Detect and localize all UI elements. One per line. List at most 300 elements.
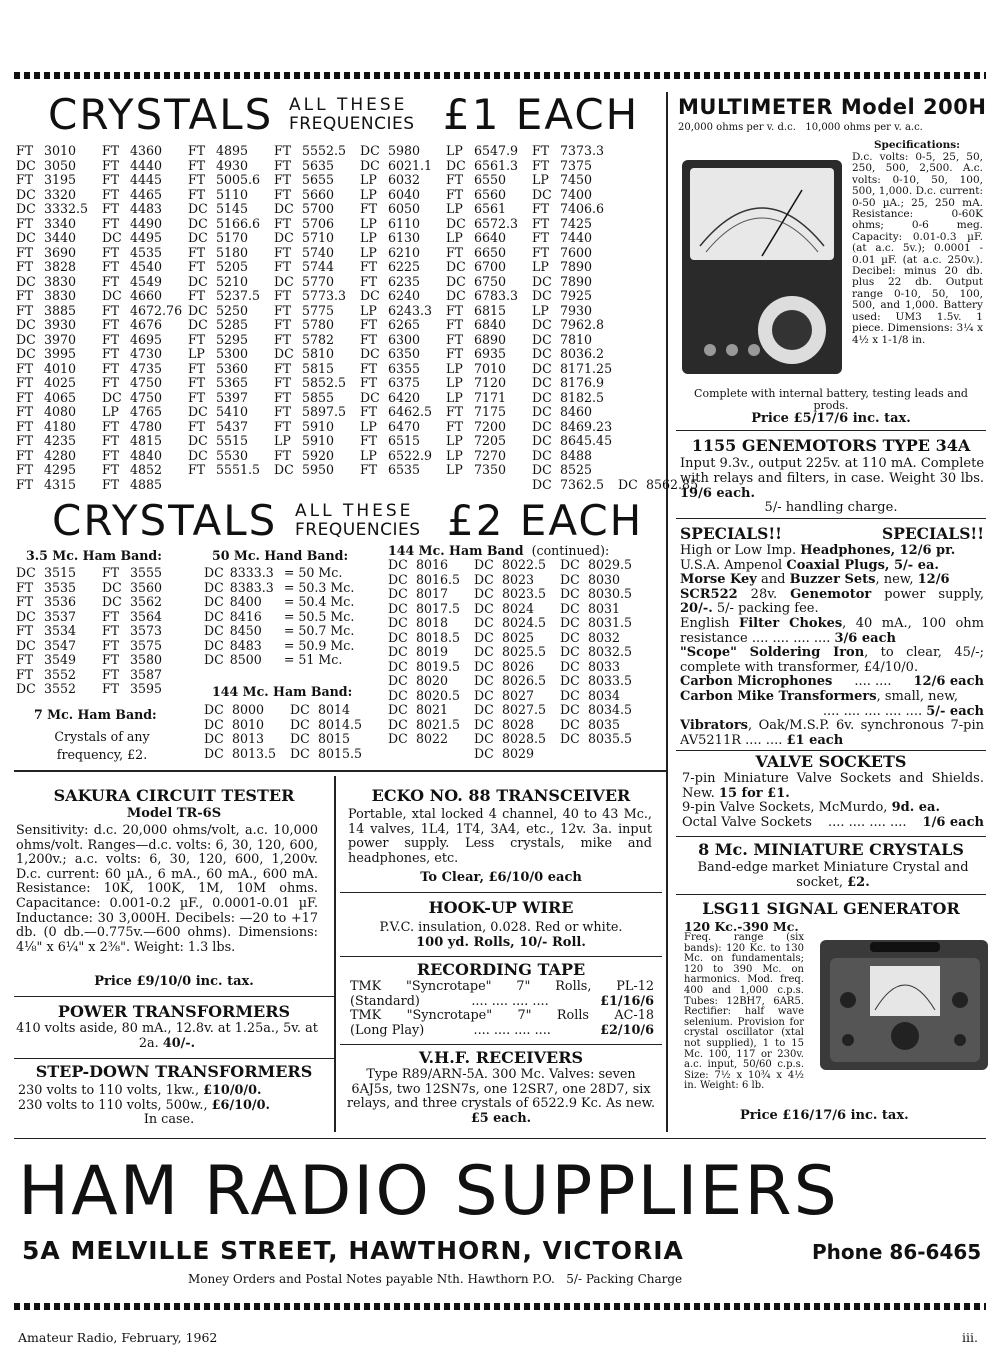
- valve-7pin: 7-pin Miniature Valve Sockets and Shields. New.: [682, 771, 984, 801]
- band144b-frequency: 8030: [588, 571, 621, 587]
- crystal1-row: [16, 391, 704, 406]
- morse-price: 12/6: [917, 572, 950, 588]
- crystal1-type: FT: [16, 302, 34, 318]
- crystal1-frequency: 7890: [560, 273, 593, 289]
- crystal1-frequency: 7200: [474, 418, 507, 434]
- band144b-type: DC: [474, 658, 494, 674]
- specials-mics: Carbon Microphones .... .... 12/6 each: [680, 674, 984, 690]
- crystal1-frequency: 6350: [388, 346, 421, 361]
- band144b-row: [388, 631, 646, 646]
- sakura-price: Price £9/10/0 inc. tax.: [94, 974, 254, 989]
- crystal1-row: [16, 347, 704, 362]
- crystal1-type: FT: [188, 462, 206, 477]
- crystal1-frequency: 4483: [130, 201, 163, 216]
- crystal1-type: FT: [16, 404, 34, 419]
- crystal1-frequency: 6240: [388, 288, 421, 303]
- headphones-price: Headphones, 12/6 pr.: [800, 543, 956, 558]
- tape-standard: (Standard): [350, 993, 420, 1009]
- band35-type: DC: [16, 608, 36, 624]
- band35-type: FT: [102, 608, 120, 624]
- crystal1-frequency: 5706: [302, 215, 335, 231]
- band35-frequency: 3562: [130, 594, 163, 609]
- crystal1-type: FT: [102, 143, 120, 158]
- crystal1-frequency: 5855: [302, 389, 335, 405]
- crystal1-frequency: 7440: [560, 230, 593, 245]
- band144b-type: DC: [474, 600, 494, 616]
- crystal1-frequency: 5205: [216, 259, 249, 274]
- crystal1-type: FT: [16, 476, 34, 492]
- crystal1-type: DC: [532, 447, 552, 463]
- crystals-2-sub2: FREQUENCIES: [295, 520, 421, 540]
- stepdown-case: In case.: [143, 1112, 195, 1128]
- coax-desc: U.S.A. Ampenol: [680, 557, 787, 573]
- crystal1-type: FT: [188, 143, 206, 158]
- band144b-frequency: 8017: [416, 586, 449, 601]
- crystal1-type: FT: [360, 259, 378, 274]
- crystal1-type: FT: [16, 172, 34, 187]
- crystal1-frequency: 7450: [560, 172, 593, 187]
- crystal1-frequency: 4535: [130, 244, 163, 260]
- band50-equivalent: = 50.9 Mc.: [283, 637, 355, 653]
- crystal1-frequency: 6560: [474, 186, 507, 202]
- crystal1-frequency: 6032: [388, 172, 421, 187]
- crystal1-type: FT: [102, 244, 120, 260]
- band35-frequency: 3515: [44, 565, 77, 580]
- crystal1-frequency: 7171: [474, 389, 507, 405]
- vhf-price: £5 each.: [470, 1110, 532, 1126]
- payment-note: Money Orders and Postal Notes payable Nth. Hawthorn P.O. 5/- Packing Charge: [188, 1272, 683, 1286]
- crystal1-frequency: 7120: [474, 375, 507, 390]
- crystal1-row: [16, 231, 704, 246]
- genemotors-price: 19/6 each.: [680, 486, 755, 501]
- band144b-type: DC: [474, 557, 494, 572]
- crystals-2-subhead: [295, 502, 421, 540]
- crystals-1-sub1: ALL THESE: [289, 95, 408, 115]
- crystal1-type: LP: [360, 244, 377, 260]
- crystal1-type: DC: [360, 288, 380, 303]
- crystal1-frequency: 6815: [474, 302, 507, 318]
- crystal1-row: [16, 159, 704, 174]
- crystal1-type: FT: [188, 157, 206, 173]
- crystal1-frequency: 5740: [302, 244, 335, 260]
- crystal1-type: [446, 478, 474, 493]
- crystal1-frequency: 6783.3: [474, 288, 519, 303]
- crystal1-type: DC: [274, 230, 294, 245]
- crystal1-type: FT: [102, 317, 120, 332]
- tape-title: RECORDING TAPE: [416, 960, 586, 979]
- crystal1-frequency: 5775: [302, 302, 335, 318]
- power-desc: 410 volts aside, 80 mA., 12.8v. at 1.25a., 5v. at 2a.: [16, 1021, 318, 1051]
- specials-morse: [680, 573, 984, 588]
- buzzer-sets: Buzzer Sets: [789, 572, 876, 588]
- band50-row: [204, 653, 360, 668]
- crystal1-type: FT: [188, 288, 206, 303]
- crystal1-frequency: 5852.5: [302, 375, 347, 390]
- band144b-row: [388, 602, 646, 617]
- crystal1-type: DC: [274, 346, 294, 361]
- crystals-2-price: £2 EACH: [447, 496, 644, 545]
- band144b-frequency: 8021.5: [416, 716, 461, 732]
- crystal1-type: LP: [446, 143, 463, 158]
- band144b-frequency: 8031.5: [588, 615, 633, 630]
- band144b-frequency: 8027.5: [502, 702, 547, 717]
- band144b-frequency: 8023.5: [502, 586, 547, 601]
- crystal1-type: LP: [446, 447, 463, 463]
- band35-frequency: 3587: [130, 666, 163, 682]
- crystal1-type: FT: [16, 447, 34, 463]
- crystal1-type: DC: [274, 201, 294, 216]
- crystal1-frequency: 6515: [388, 433, 421, 448]
- crystal1-frequency: 5237.5: [216, 288, 261, 303]
- crystal1-frequency: 3885: [44, 302, 77, 318]
- crystal1-type: LP: [188, 346, 205, 361]
- crystal1-type: LP: [360, 230, 377, 245]
- band144b-type: DC: [388, 629, 408, 645]
- crystal1-frequency: 6522.9: [388, 447, 433, 463]
- crystal1-frequency: 4295: [44, 462, 77, 477]
- crystal1-frequency: [388, 478, 446, 493]
- signal-generator-illustration: [820, 940, 988, 1070]
- band50-type: DC: [204, 579, 224, 595]
- crystal1-frequency: 3970: [44, 331, 77, 347]
- band144b-row: [388, 616, 646, 631]
- band35-frequency: 3560: [130, 579, 163, 595]
- band144b-type: DC: [560, 557, 580, 572]
- band-144a-table: [204, 703, 376, 761]
- crystal1-type: FT: [274, 447, 292, 463]
- crystal1-frequency: 6547.9: [474, 143, 519, 158]
- sakura-model: Model TR-6S: [126, 806, 222, 821]
- crystal1-frequency: 6890: [474, 331, 507, 347]
- crystal1-frequency: 7890: [560, 259, 593, 274]
- crystal1-frequency: 3930: [44, 317, 77, 332]
- genemotors-title: 1155 GENEMOTORS TYPE 34A: [691, 436, 971, 455]
- crystal1-frequency: 6572.3: [474, 215, 519, 231]
- band35-row: [16, 581, 188, 596]
- band50-equivalent: = 50.5 Mc.: [283, 608, 355, 624]
- band144b-row: [388, 645, 646, 660]
- crystal1-type: DC: [102, 230, 122, 245]
- crystal1-frequency: 4540: [130, 259, 163, 274]
- scr522-ps: power supply,: [871, 586, 984, 602]
- band144b-frequency: 8018: [416, 615, 449, 630]
- band50-row: [204, 581, 360, 596]
- band-50-table: [204, 566, 360, 668]
- valve-9pin-price: 9d. ea.: [891, 800, 940, 816]
- band144b-frequency: 8031: [588, 600, 621, 616]
- bottom-dashed-border: [14, 1303, 986, 1310]
- band35-type: DC: [16, 565, 36, 580]
- band144a-frequency: 8015: [318, 731, 351, 746]
- crystal1-frequency: 5285: [216, 317, 249, 332]
- scr522-fee: 5/- packing fee.: [712, 601, 819, 617]
- journal-footer: Amateur Radio, February, 1962: [18, 1330, 218, 1345]
- crystal1-frequency: 6265: [388, 317, 421, 332]
- specials-mike-tr-price-row: .... .... .... .... .... 5/- each: [822, 703, 984, 719]
- band-35-table: [16, 566, 188, 697]
- band50-type: DC: [204, 652, 224, 667]
- crystal1-type: DC: [16, 201, 36, 216]
- crystal1-type: FT: [102, 172, 120, 187]
- crystal1-frequency: [474, 478, 532, 493]
- crystal1-frequency: 5365: [216, 375, 249, 390]
- specials-heading: [680, 524, 984, 544]
- crystal1-frequency: 4750: [130, 389, 163, 405]
- vhf-desc: Type R89/ARN-5A. 300 Mc. Valves: seven 6AJ5s, two 12SN7s, one 12SR7, one 28D7, six relays, and three crystals of 6522.9 Kc. As new.: [346, 1067, 656, 1112]
- crystal1-frequency: 7810: [560, 331, 593, 347]
- crystal1-row: [16, 376, 704, 391]
- crystal1-frequency: 5210: [216, 273, 249, 289]
- crystal1-frequency: [302, 478, 360, 493]
- band35-row: [16, 682, 188, 697]
- band144b-frequency: 8033.5: [588, 673, 633, 688]
- crystal1-type: FT: [16, 143, 34, 158]
- band50-frequency: 8333.3: [229, 565, 274, 580]
- band35-frequency: 3552: [44, 681, 77, 696]
- crystal1-row: [16, 246, 704, 261]
- crystal1-row: [16, 318, 704, 333]
- band144b-frequency: 8025: [502, 629, 535, 645]
- band144b-frequency: 8016.5: [416, 571, 461, 587]
- band144b-frequency: 8026: [502, 658, 535, 674]
- band144b-frequency: 8027: [502, 687, 535, 703]
- crystal1-frequency: 6040: [388, 186, 421, 202]
- crystal1-type: FT: [102, 462, 120, 477]
- specials-iron: [680, 646, 984, 675]
- band144a-row: [204, 732, 376, 747]
- crystal1-frequency: 5110: [216, 186, 249, 202]
- band35-row: [16, 639, 188, 654]
- band144b-frequency: 8024: [502, 600, 535, 616]
- band144b-frequency: 8028.5: [502, 731, 547, 746]
- multimeter-photo: [682, 160, 842, 374]
- band144b-row: [388, 703, 646, 718]
- band144b-type: DC: [560, 658, 580, 674]
- band144b-type: DC: [388, 731, 408, 746]
- band144b-row: [388, 718, 646, 733]
- crystal1-frequency: 3830: [44, 288, 77, 303]
- crystal1-type: FT: [360, 375, 378, 390]
- crystal1-frequency: 5744: [302, 259, 335, 274]
- crystal1-frequency: 7205: [474, 433, 507, 448]
- band144a-row: [204, 718, 376, 733]
- chokes-desc: , 40 mA., 100 ohm resistance: [680, 615, 984, 646]
- crystal1-frequency: 7400: [560, 186, 593, 202]
- sakura-title: SAKURA CIRCUIT TESTER: [53, 786, 295, 805]
- band144b-row: [388, 674, 646, 689]
- band144b-type: DC: [560, 731, 580, 746]
- crystal1-frequency: 4440: [130, 157, 163, 173]
- band35-row: [16, 610, 188, 625]
- crystal1-frequency: 4315: [44, 476, 77, 492]
- specials-scr522: [680, 588, 984, 617]
- crystal1-frequency: 6462.5: [388, 404, 433, 419]
- crystal1-frequency: 4895: [216, 143, 249, 158]
- crystal1-type: DC: [188, 201, 208, 216]
- crystal1-frequency: 6021.1: [388, 157, 433, 173]
- crystal1-frequency: 7925: [560, 288, 593, 303]
- band144b-type: DC: [388, 586, 408, 601]
- crystal1-type: DC: [532, 476, 552, 492]
- rule-ecko: [340, 892, 662, 893]
- crystal1-row: [16, 202, 704, 217]
- crystal1-type: FT: [360, 201, 378, 216]
- crystal1-row: [16, 420, 704, 435]
- crystal1-type: LP: [360, 186, 377, 202]
- crystal1-type: DC: [188, 215, 208, 231]
- valve-body: 7-pin Miniature Valve Sockets and Shields. New. 15 for £1. 9-pin Valve Sockets, McMurdo, 9d. ea. Octal Valve Sockets .... .... .... .... 1/6 each: [682, 771, 984, 830]
- crystal1-type: FT: [102, 273, 120, 289]
- rule-below-crystals: [14, 770, 666, 772]
- crystal1-frequency: 7373.3: [560, 143, 605, 158]
- band50-row: [204, 624, 360, 639]
- crystals-2-sub1: ALL THESE: [295, 501, 414, 521]
- crystal1-frequency: 5770: [302, 273, 335, 289]
- crystal1-type: DC: [446, 157, 466, 173]
- crystal1-type: FT: [102, 346, 120, 361]
- band50-type: DC: [204, 565, 224, 580]
- band144a-frequency: 8010: [232, 716, 265, 732]
- crystal1-type: FT: [274, 302, 292, 318]
- crystal1-frequency: 7962.8: [560, 317, 605, 332]
- miniature-desc: Band-edge market Miniature Crystal and socket,: [697, 860, 969, 890]
- crystal1-frequency: 6550: [474, 172, 507, 187]
- crystal1-type: DC: [188, 447, 208, 463]
- crystal1-type: FT: [532, 201, 550, 216]
- crystal1-type: FT: [446, 331, 464, 347]
- crystal1-frequency: 3830: [44, 273, 77, 289]
- band35-frequency: 3552: [44, 666, 77, 682]
- band144b-type: DC: [474, 571, 494, 587]
- band144a-type: DC: [204, 702, 224, 717]
- crystal1-type: FT: [446, 404, 464, 419]
- crystal1-type: DC: [446, 288, 466, 303]
- crystal1-frequency: 7425: [560, 215, 593, 231]
- band35-row: [16, 566, 188, 581]
- band144b-type: DC: [560, 702, 580, 717]
- crystal1-type: [188, 478, 216, 493]
- vibrators-price: £1 each: [786, 732, 844, 748]
- crystal1-frequency: 7930: [560, 302, 593, 318]
- crystal1-frequency: 5300: [216, 346, 249, 361]
- crystal1-frequency: 3828: [44, 259, 77, 274]
- crystal1-type: FT: [188, 172, 206, 187]
- band35-frequency: 3595: [130, 681, 163, 696]
- crystal1-type: FT: [16, 433, 34, 448]
- band144b-type: DC: [560, 600, 580, 616]
- multimeter-specs: D.c. volts: 0-5, 25, 50, 250, 500, 2,500. A.c. volts: 0-10, 50, 100, 500, 1,000. D.c. current: 0-50 µA.; 25, 250 mA. Resistance: 0-60K ohms; 0-6 meg. Capacity: 0.01-0.3 µF. (at a.c. 5v.); 0.0001 - 0.01 µF. (at a.c. 250v.). Decibel: minus 20 db. plus 22 db. Output range 0-10, 50, 100, 500, and 1,000. Battery used: UM3 1.5v. 1 piece. Dimensions: 3¼ x 4½ x 1-1/8 in.: [852, 151, 983, 346]
- crystal1-frequency: 7600: [560, 244, 593, 260]
- band144b-type: DC: [560, 586, 580, 601]
- band144b-type: DC: [474, 673, 494, 688]
- crystal1-frequency: 4840: [130, 447, 163, 463]
- band144a-frequency: 8015.5: [318, 745, 363, 761]
- ecko-price: To Clear, £6/10/0 each: [420, 870, 582, 885]
- crystal1-frequency: 5295: [216, 331, 249, 347]
- band144b-frequency: 8020.5: [416, 687, 461, 703]
- band144b-row: [388, 689, 646, 704]
- crystal1-type: FT: [188, 389, 206, 405]
- crystal1-type: DC: [532, 418, 552, 434]
- crystal1-type: FT: [274, 331, 292, 347]
- crystal1-frequency: 4235: [44, 433, 77, 448]
- crystal1-frequency: 6243.3: [388, 302, 433, 318]
- crystal1-frequency: 8562.85: [646, 476, 699, 492]
- morse-new: , new,: [875, 572, 918, 588]
- crystal1-type: FT: [274, 404, 292, 419]
- specials-heading-left: SPECIALS!!: [680, 524, 782, 543]
- band144a-type: DC: [204, 745, 224, 761]
- band144b-type: DC: [560, 629, 580, 645]
- crystal1-type: FT: [102, 259, 120, 274]
- band144b-frequency: [588, 747, 646, 762]
- crystal1-type: FT: [446, 172, 464, 187]
- crystal1-type: DC: [532, 433, 552, 448]
- crystal1-frequency: 4765: [130, 404, 163, 419]
- band144b-type: DC: [474, 615, 494, 630]
- stepdown-1kw: 230 volts to 110 volts, 1kw.,: [18, 1083, 204, 1098]
- crystal1-frequency: 5515: [216, 433, 249, 448]
- scr522-genemotor: Genemotor: [790, 586, 872, 602]
- hookup-title: HOOK-UP WIRE: [428, 898, 574, 917]
- tape-longplay-price: £2/10/6: [600, 1022, 654, 1038]
- crystal1-type: FT: [446, 418, 464, 434]
- iron-desc: , to clear, 45/-; complete with transformer, £4/10/0.: [680, 645, 984, 675]
- hookup-price: 100 yd. Rolls, 10/- Roll.: [416, 935, 586, 950]
- band144b-row: [388, 660, 646, 675]
- band35-frequency: 3549: [44, 652, 77, 667]
- crystal1-frequency: 6470: [388, 418, 421, 434]
- crystal1-type: DC: [102, 389, 122, 405]
- band35-frequency: 3555: [130, 565, 163, 580]
- band144b-frequency: [416, 747, 474, 762]
- crystal1-type: LP: [446, 389, 463, 405]
- crystals-2-title: CRYSTALS: [52, 496, 278, 545]
- crystal1-frequency: 5660: [302, 186, 335, 202]
- band144b-type: DC: [388, 687, 408, 703]
- rule-tape: [340, 1044, 662, 1045]
- band35-type: DC: [16, 681, 36, 696]
- crystal1-frequency: 6935: [474, 346, 507, 361]
- band144b-frequency: 8034.5: [588, 702, 633, 717]
- crystal1-type: FT: [446, 302, 464, 318]
- crystal1-type: FT: [16, 389, 34, 405]
- crystal1-frequency: 4080: [44, 404, 77, 419]
- band144a-frequency: 8013: [232, 731, 265, 746]
- crystal1-type: FT: [102, 476, 120, 492]
- band35-frequency: 3547: [44, 637, 77, 653]
- crystal1-frequency: [216, 478, 274, 493]
- crystals-1-sub2: FREQUENCIES: [289, 114, 415, 134]
- crystal1-type: FT: [102, 418, 120, 434]
- crystal1-type: LP: [360, 447, 377, 463]
- crystal1-type: DC: [16, 331, 36, 347]
- band35-type: FT: [102, 637, 120, 653]
- crystal1-type: DC: [360, 346, 380, 361]
- specials-mike-transformers: [680, 690, 984, 705]
- crystal1-frequency: 8182.5: [560, 389, 605, 405]
- crystal1-type: FT: [274, 375, 292, 390]
- chokes-english: English: [680, 615, 740, 631]
- band35-type: FT: [16, 652, 34, 667]
- band35-frequency: 3534: [44, 623, 77, 638]
- crystal1-frequency: 4549: [130, 273, 163, 289]
- crystal1-type: DC: [16, 186, 36, 202]
- crystal1-type: LP: [360, 418, 377, 434]
- crystal1-type: FT: [188, 186, 206, 202]
- band144b-type: DC: [388, 600, 408, 616]
- stepdown-body: [18, 1084, 320, 1128]
